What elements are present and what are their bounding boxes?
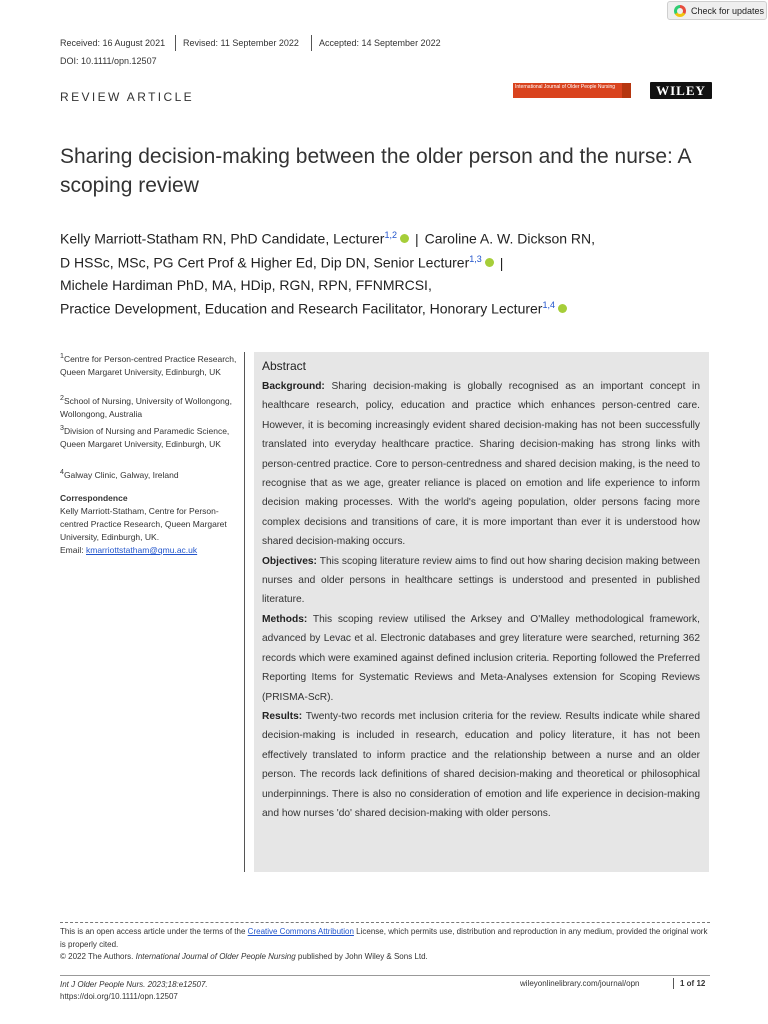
email-link[interactable]: kmarriottstatham@qmu.ac.uk: [86, 545, 198, 555]
check-for-updates-label: Check for updates: [691, 5, 765, 16]
affiliation-ref[interactable]: 1,2: [384, 230, 397, 240]
citation: Int J Older People Nurs. 2023;18:e12507. https://doi.org/10.1111/opn.12507: [60, 980, 208, 1001]
article-title: Sharing decision-making between the older person and the nurse: A scoping review: [60, 145, 691, 197]
correspondence-text: Kelly Marriott-Statham, Centre for Person-centred Practice Research, Queen Margaret University, Edinburgh, UK.: [60, 506, 227, 542]
orcid-icon[interactable]: [485, 258, 494, 267]
received-date: Received: 16 August 2021: [60, 38, 166, 48]
abstract-background: Background: Sharing decision-making is globally recognised as an important concept in healthcare research, policy, education and practice which enhances person-centred care. However, it is becoming increasingly evident shared decision-making has not been successfully translated into everyday healthcare practice. Sharing decision-making has strong links with person-centred practice. Core to person-centredness and shared decision making, is the need to recognise that as we age, greater reliance is placed on emotion and life experience to inform decision making processes. With the world's ageing population, older persons facing more complex decisions and transitions of care, it is more important than ever it is understood how shared decision-making occurs.: [262, 381, 700, 548]
publisher-logo: [650, 82, 712, 99]
page-divider: [673, 978, 674, 989]
abstract-divider: [244, 352, 245, 872]
abstract-objectives: Objectives: This scoping literature review aims to find out how sharing decision making between nurses and older persons in healthcare settings is understood and presented in published literature.: [262, 555, 701, 606]
affiliation-4: $^4$Galway Clinic, Galway, Ireland: [60, 468, 179, 480]
abstract-heading: Abstract: [262, 359, 307, 373]
author-line-2: [60, 254, 509, 271]
author-name: Caroline A. W. Dickson RN,: [424, 230, 596, 247]
journal-logo-text: International Journal of Older People Nursing: [515, 84, 616, 90]
author-name: Michele Hardiman PhD, MA, HDip, RGN, RPN, FFNMRCSI,: [60, 277, 432, 293]
license-link[interactable]: Creative Commons Attribution: [247, 927, 354, 936]
doi: DOI: 10.1111/opn.12507: [60, 56, 157, 66]
author-line-3: [60, 277, 432, 293]
correspondence-email-line: Email: kmarriottstatham@qmu.ac.uk: [60, 545, 198, 555]
author-separator: |: [499, 254, 504, 271]
affiliation-2: $^2$School of Nursing, University of Wollongong, Wollongong, Australia: [60, 394, 232, 419]
correspondence: [60, 492, 240, 557]
author-line-4: [60, 300, 567, 317]
author-separator: |: [414, 230, 419, 247]
copyright-notice: © 2022 The Authors. International Journal of Older People Nursing published by John Wiley & Sons Ltd.: [60, 952, 428, 961]
author-credentials: D HSSc, MSc, PG Cert Prof & Higher Ed, Dip DN, Senior Lecturer: [60, 254, 470, 271]
affiliation-ref[interactable]: 1,3: [469, 254, 482, 264]
abstract-methods: Methods: This scoping review utilised the Arksey and O'Malley methodological framework, advanced by Levac et al. Electronic databases and grey literature were searched, returning 362 records which were examined against defined inclusion criteria. Reporting followed the Preferred Reporting Items for Systematic Reviews and Meta-Analyses extension for Scoping Reviews (PRISMA-ScR).: [262, 613, 700, 703]
license-notice: This is an open access article under the terms of the Creative Commons Attribution License, which permits use, distribution and reproduction in any medium, provided the original work is properly cited.: [60, 927, 708, 949]
footer-divider: [60, 922, 710, 923]
footer-rule: [60, 975, 710, 976]
orcid-icon[interactable]: [400, 234, 409, 243]
affiliation-1: $^1$Centre for Person-centred Practice Research, Queen Margaret University, Edinburgh, UK: [60, 352, 237, 377]
article-type: REVIEW ARTICLE: [60, 90, 195, 104]
author-line-1: [60, 230, 595, 247]
doi-link[interactable]: https://doi.org/10.1111/opn.12507: [60, 992, 178, 1001]
journal-logo: [513, 83, 631, 98]
header-divider: [311, 35, 312, 51]
abstract-results: Results: Twenty-two records met inclusion criteria for the review. Results indicate while shared decision-making is included in research, education and policy literature, it has not been effectively translated to inform practice and the relationship between a nurse and an older person. The records lack definitions of shared decision-making and theoretical or philosophical underpinnings. There is also no consideration of emotion and life experience in decision-making and how nurses 'do' shared decision-making with older persons.: [262, 710, 700, 819]
revised-date: Revised: 11 September 2022: [183, 38, 299, 48]
correspondence-heading: Correspondence: [60, 493, 128, 503]
affiliation-3: $^3$Division of Nursing and Paramedic Science, Queen Margaret University, Edinburgh, UK: [60, 424, 230, 449]
accepted-date: Accepted: 14 September 2022: [319, 38, 441, 48]
crossmark-icon: [674, 5, 686, 17]
check-for-updates-button[interactable]: [667, 1, 767, 20]
publisher-logo-text: WILEY: [656, 82, 706, 98]
orcid-icon[interactable]: [558, 304, 567, 313]
abstract-body: [262, 377, 700, 823]
header-divider: [175, 35, 176, 51]
affiliation-ref[interactable]: 1,4: [542, 300, 555, 310]
author-name: Kelly Marriott-Statham RN, PhD Candidate, Lecturer: [60, 230, 385, 247]
page-number: 1 of 12: [680, 979, 706, 988]
journal-site-link[interactable]: wileyonlinelibrary.com/journal/opn: [520, 979, 640, 988]
author-credentials: Practice Development, Education and Research Facilitator, Honorary Lecturer: [60, 300, 543, 317]
